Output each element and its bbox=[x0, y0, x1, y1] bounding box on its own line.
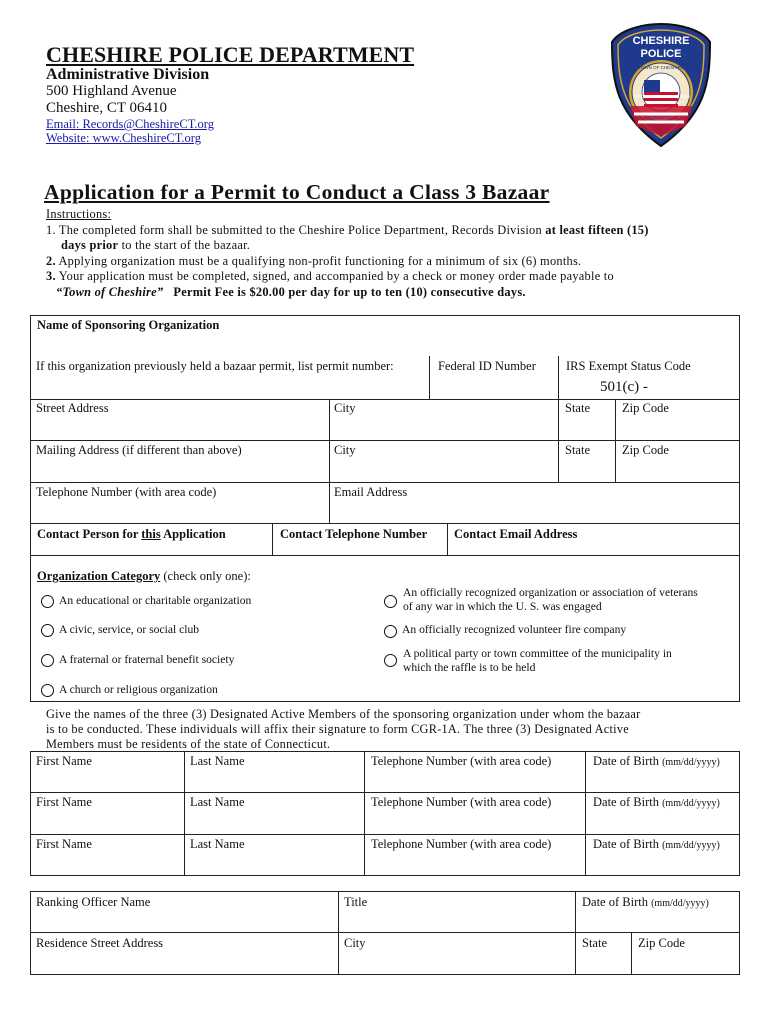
seal-year: 1954 bbox=[680, 94, 691, 99]
instruction-2-text: Applying organization must be a qualifying non-profit functioning for a minimum of six (6) months. bbox=[58, 254, 582, 268]
telephone-label: Telephone Number (with area code) bbox=[36, 485, 217, 499]
officer-zip-label: Zip Code bbox=[638, 936, 685, 950]
department-name: CHESHIRE POLICE DEPARTMENT bbox=[46, 42, 415, 67]
option-fraternal-label: A fraternal or fraternal benefit society bbox=[59, 653, 235, 666]
members-intro-3: Members must be residents of the state of Connecticut. bbox=[46, 737, 331, 751]
instruction-1 bbox=[46, 223, 649, 239]
mailing-state-label: State bbox=[565, 443, 590, 457]
street-address-label: Street Address bbox=[36, 401, 109, 415]
member-3-dob: Date of Birth (mm/dd/yyyy) bbox=[593, 837, 720, 851]
website-link[interactable]: www.CheshireCT.org bbox=[92, 131, 201, 145]
seal-ring-bottom: CONNECTICUT bbox=[644, 115, 678, 120]
seal-est: EST. bbox=[634, 94, 644, 99]
instructions-heading: Instructions: bbox=[46, 207, 112, 221]
zip-label: Zip Code bbox=[622, 401, 669, 415]
member-1-dob: Date of Birth (mm/dd/yyyy) bbox=[593, 754, 720, 768]
option-educational-label: An educational or charitable organization bbox=[59, 594, 252, 607]
instruction-3-fee: Permit Fee is $20.00 per day for up to ten (10) consecutive days. bbox=[173, 285, 526, 299]
irs-status-label: IRS Exempt Status Code bbox=[566, 359, 691, 373]
instruction-3-text: Your application must be completed, signed, and accompanied by a check or money order made payable to bbox=[58, 269, 614, 283]
contact-email-label: Contact Email Address bbox=[454, 527, 578, 541]
member-2-last-name: Last Name bbox=[190, 795, 245, 809]
contact-person-label: Contact Person for this Application bbox=[37, 527, 226, 541]
seal-mid-text: POLICE bbox=[640, 48, 682, 60]
members-table bbox=[30, 751, 740, 876]
member-3-last-name: Last Name bbox=[190, 837, 245, 851]
option-fire-label: An officially recognized volunteer fire company bbox=[402, 623, 627, 636]
seal-ring-text: TOWN OF CHESHIRE bbox=[638, 65, 684, 70]
instruction-2 bbox=[46, 254, 581, 270]
instruction-2-num: 2. bbox=[46, 254, 56, 268]
option-church-label: A church or religious organization bbox=[59, 683, 218, 696]
instruction-1-cont bbox=[61, 238, 250, 254]
prev-permit-label: If this organization previously held a bazaar permit, list permit number: bbox=[36, 359, 394, 373]
radio-civic[interactable] bbox=[41, 624, 54, 637]
radio-veterans[interactable] bbox=[384, 595, 397, 608]
radio-political[interactable] bbox=[384, 654, 397, 667]
officer-state-label: State bbox=[582, 936, 607, 950]
option-political-label: A political party or town committee of the municipality in which the raffle is to be held bbox=[403, 647, 672, 674]
instruction-1-num: 1. bbox=[46, 223, 56, 237]
form-title: Application for a Permit to Conduct a Class 3 Bazaar bbox=[44, 180, 550, 204]
city-label: City bbox=[334, 401, 356, 415]
radio-church[interactable] bbox=[41, 684, 54, 697]
radio-fraternal[interactable] bbox=[41, 654, 54, 667]
instruction-1-bold: at least fifteen (15) bbox=[545, 223, 649, 237]
radio-fire[interactable] bbox=[384, 625, 397, 638]
irs-status-value[interactable]: 501(c) - bbox=[600, 379, 648, 395]
police-badge-logo bbox=[610, 22, 712, 148]
instruction-1-tail: to the start of the bazaar. bbox=[121, 238, 251, 252]
officer-title-label: Title bbox=[344, 895, 368, 909]
members-intro-1: Give the names of the three (3) Designated Active Members of the sponsoring organization under whom the bazaar bbox=[46, 707, 641, 721]
member-2-telephone: Telephone Number (with area code) bbox=[371, 795, 552, 809]
option-civic-label: A civic, service, or social club bbox=[59, 623, 200, 636]
organization-table bbox=[30, 315, 740, 556]
member-2-dob: Date of Birth (mm/dd/yyyy) bbox=[593, 795, 720, 809]
option-veterans-label: An officially recognized organization or association of veterans of any war in which the U. S. was engaged bbox=[403, 586, 698, 613]
website-line[interactable] bbox=[46, 131, 201, 146]
mailing-address-label: Mailing Address (if different than above) bbox=[36, 443, 242, 457]
instruction-3-num: 3. bbox=[46, 269, 56, 283]
instruction-3 bbox=[46, 269, 614, 285]
member-1-first-name: First Name bbox=[36, 754, 92, 768]
members-intro-2: is to be conducted. These individuals will affix their signature to form CGR-1A. The three (3) Designated Active bbox=[46, 722, 629, 736]
member-3-telephone: Telephone Number (with area code) bbox=[371, 837, 552, 851]
officer-dob-label: Date of Birth (mm/dd/yyyy) bbox=[582, 895, 709, 909]
seal-top-text: CHESHIRE bbox=[632, 35, 690, 47]
street-address: 500 Highland Avenue bbox=[46, 83, 177, 99]
contact-phone-label: Contact Telephone Number bbox=[280, 527, 428, 541]
state-label: State bbox=[565, 401, 590, 415]
instruction-1-days: days prior bbox=[61, 238, 119, 252]
residence-address-label: Residence Street Address bbox=[36, 936, 164, 950]
officer-city-label: City bbox=[344, 936, 366, 950]
email-address-label: Email Address bbox=[334, 485, 408, 499]
email-link[interactable]: Records@CheshireCT.org bbox=[82, 117, 214, 131]
ranking-officer-label: Ranking Officer Name bbox=[36, 895, 151, 909]
city-state-zip: Cheshire, CT 06410 bbox=[46, 100, 167, 116]
federal-id-label: Federal ID Number bbox=[438, 359, 536, 373]
mailing-city-label: City bbox=[334, 443, 356, 457]
category-label: Organization Category (check only one): bbox=[37, 569, 251, 583]
member-2-first-name: First Name bbox=[36, 795, 92, 809]
mailing-zip-label: Zip Code bbox=[622, 443, 669, 457]
member-3-first-name: First Name bbox=[36, 837, 92, 851]
member-1-telephone: Telephone Number (with area code) bbox=[371, 754, 552, 768]
instruction-1-text: The completed form shall be submitted to the Cheshire Police Department, Records Division bbox=[58, 223, 542, 237]
website-label: Website: bbox=[46, 131, 93, 145]
member-1-last-name: Last Name bbox=[190, 754, 245, 768]
instruction-3-payee: “Town of Cheshire” bbox=[56, 285, 164, 299]
instruction-3-cont bbox=[56, 285, 526, 301]
radio-educational[interactable] bbox=[41, 595, 54, 608]
division-name: Administrative Division bbox=[46, 66, 210, 83]
sponsoring-org-label: Name of Sponsoring Organization bbox=[37, 318, 220, 332]
email-line[interactable] bbox=[46, 117, 214, 132]
email-label: Email: bbox=[46, 117, 83, 131]
